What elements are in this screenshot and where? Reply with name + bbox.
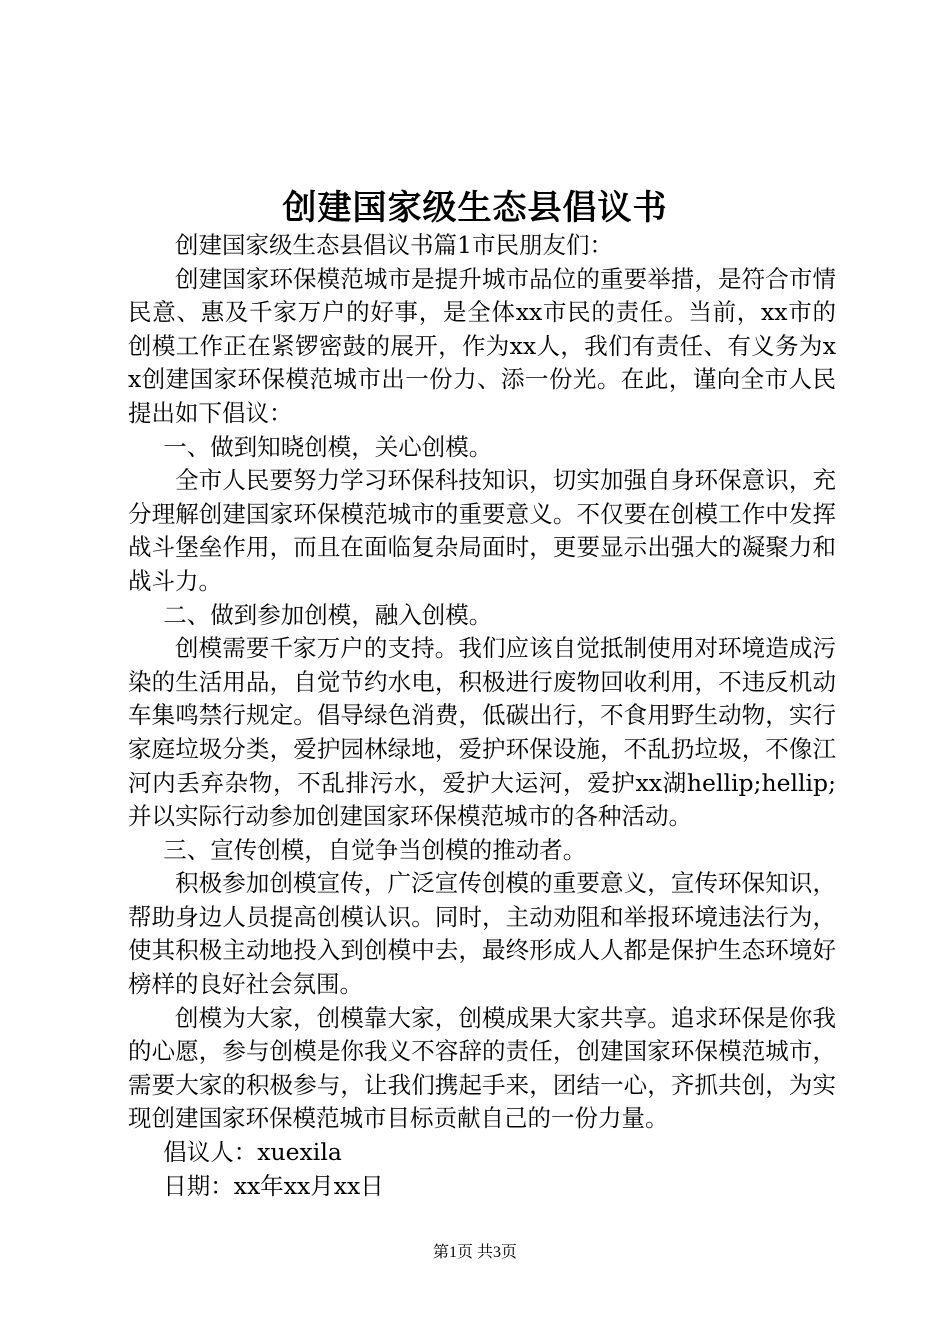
section-1-paragraph: 全市人民要努力学习环保科技知识，切实加强自身环保意识，充分理解创建国家环保模范城市的重要意义。不仅要在创模工作中发挥战斗堡垒作用，而且在面临复杂局面时，更要显示出强大的凝聚力和战斗力。 xyxy=(128,466,836,595)
document-title: 创建国家级生态县倡议书 xyxy=(282,188,668,228)
date-line: 日期：xx年xx月xx日 xyxy=(163,1171,384,1200)
salutation-paragraph: 创建国家级生态县倡议书篇1市民朋友们： xyxy=(175,231,613,259)
section-heading-3: 三、宣传创模，自觉争当创模的推动者。 xyxy=(163,835,587,864)
intro-paragraph: 创建国家环保模范城市是提升城市品位的重要举措，是符合市情民意、惠及千家万户的好事，是全体xx市民的责任。当前，xx市的创模工作正在紧锣密鼓的展开，作为xx人，我们有责任、有义务为xx创建国家环保模范城市出一份力、添一份光。在此，谨向全市人民提出如下倡议： xyxy=(128,264,836,427)
section-heading-1: 一、做到知晓创模，关心创模。 xyxy=(163,432,493,461)
section-3-paragraph: 积极参加创模宣传，广泛宣传创模的重要意义，宣传环保知识，帮助身边人员提高创模认识。同时，主动劝阻和举报环境违法行为，使其积极主动地投入到创模中去，最终形成人人都是保护生态环境好榜样的良好社会氛围。 xyxy=(128,869,836,999)
section-2-paragraph: 创模需要千家万户的支持。我们应该自觉抵制使用对环境造成污染的生活用品，自觉节约水电，积极进行废物回收利用，不违反机动车集鸣禁行规定。倡导绿色消费，低碳出行，不食用野生动物，实行家庭垃圾分类，爱护园林绿地，爱护环保设施，不乱扔垃圾，不像江河内丢弃杂物，不乱排污水，爱护大运河，爱护xx湖hellip;hellip;并以实际行动参加创建国家环保模范城市的各种活动。 xyxy=(128,634,836,831)
closing-paragraph: 创模为大家，创模靠大家，创模成果大家共享。追求环保是你我的心愿，参与创模是你我义不容辞的责任，创建国家环保模范城市，需要大家的积极参与，让我们携起手来，团结一心，齐抓共创，为实现创建国家环保模范城市目标贡献自己的一份力量。 xyxy=(128,1003,836,1133)
page-indicator: 第1页 共3页 xyxy=(432,1244,517,1261)
initiator-line: 倡议人：xuexila xyxy=(163,1138,342,1167)
document-body xyxy=(128,229,836,1203)
section-heading-2: 二、做到参加创模，融入创模。 xyxy=(163,600,493,629)
